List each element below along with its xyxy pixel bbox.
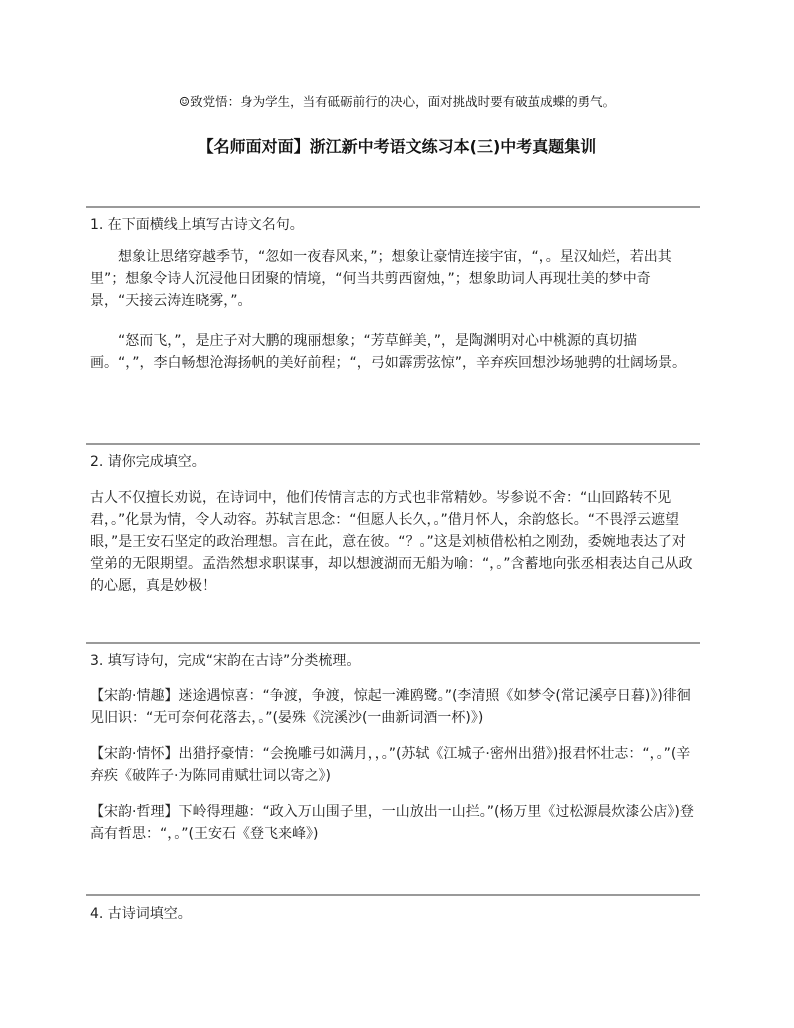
question-3-item-zheli: 【宋韵·哲理】下岭得理趣：“政入万山围子里，一山放出一山拦。”(杨万里《过松源晨炊漆公店》)登高有哲思：“，。”(王安石《登飞来峰》)	[90, 804, 694, 842]
question-1-body	[90, 246, 698, 374]
page-title: 【名师面对面】浙江新中考语文练习本(三)中考真题集训	[197, 137, 597, 156]
question-3-item-qinghuai: 【宋韵·情怀】出猎抒豪情：“会挽雕弓如满月，，。”(苏轼《江城子·密州出猎》)报君怀壮志：“，。”(辛弃疾《破阵子·为陈同甫赋壮词以寄之》)	[90, 746, 691, 784]
section-divider	[86, 206, 700, 208]
question-1-heading: 1. 在下面横线上填写古诗文名句。	[90, 217, 304, 233]
question-2-heading: 2. 请你完成填空。	[90, 454, 206, 470]
question-2-paragraph: 古人不仅擅长劝说，在诗词中，他们传情言志的方式也非常精妙。岑参说不舍：“山回路转不见君，。”化景为情，令人动容。苏轼言思念：“但愿人长久，。”借月怀人，余韵悠长。“不畏浮云遮望眼，”是王安石坚定的政治理想。言在此，意在彼。“？。”这是刘桢借松柏之刚劲，委婉地表达了对堂弟的无限期望。孟浩然想求职谋事，却以想渡湖而无船为喻：“，。”含蓄地向张丞相表达自己从政的心愿，真是妙极！	[90, 490, 693, 594]
section-divider	[86, 642, 700, 644]
question-1-paragraph-2: “怒而飞，”，是庄子对大鹏的瑰丽想象；“芳草鲜美，”，是陶渊明对心中桃源的真切描画。“，”，李白畅想沧海扬帆的美好前程；“，弓如霹雳弦惊”，辛弃疾回想沙场驰骋的壮阔场景。	[90, 333, 687, 371]
question-1-paragraph-1: 想象让思绪穿越季节，“忽如一夜春风来，”；想象让豪情连接宇宙，“，。星汉灿烂，若出其里”；想象令诗人沉浸他日团聚的情境，“何当共剪西窗烛，”；想象助词人再现壮美的梦中奇景，“天接云涛连晓雾，”。	[90, 249, 672, 309]
question-3-heading: 3. 填写诗句，完成“宋韵在古诗”分类梳理。	[90, 653, 361, 669]
section-divider	[86, 443, 700, 445]
question-4-heading: 4. 古诗词填空。	[90, 906, 192, 922]
question-2-body	[90, 487, 698, 597]
question-3-body	[90, 685, 698, 845]
motto-line: ☺致党悟：身为学生，当有砥砺前行的决心，面对挑战时要有破茧成蝶的勇气。	[178, 94, 616, 109]
section-divider	[86, 894, 700, 896]
question-3-item-qingqu: 【宋韵·情趣】迷途遇惊喜：“争渡，争渡，惊起一滩鸥鹭。”(李清照《如梦令(常记溪亭日暮)》)徘徊见旧识：“无可奈何花落去，。”(晏殊《浣溪沙(一曲新词酒一杯)》)	[90, 688, 691, 726]
